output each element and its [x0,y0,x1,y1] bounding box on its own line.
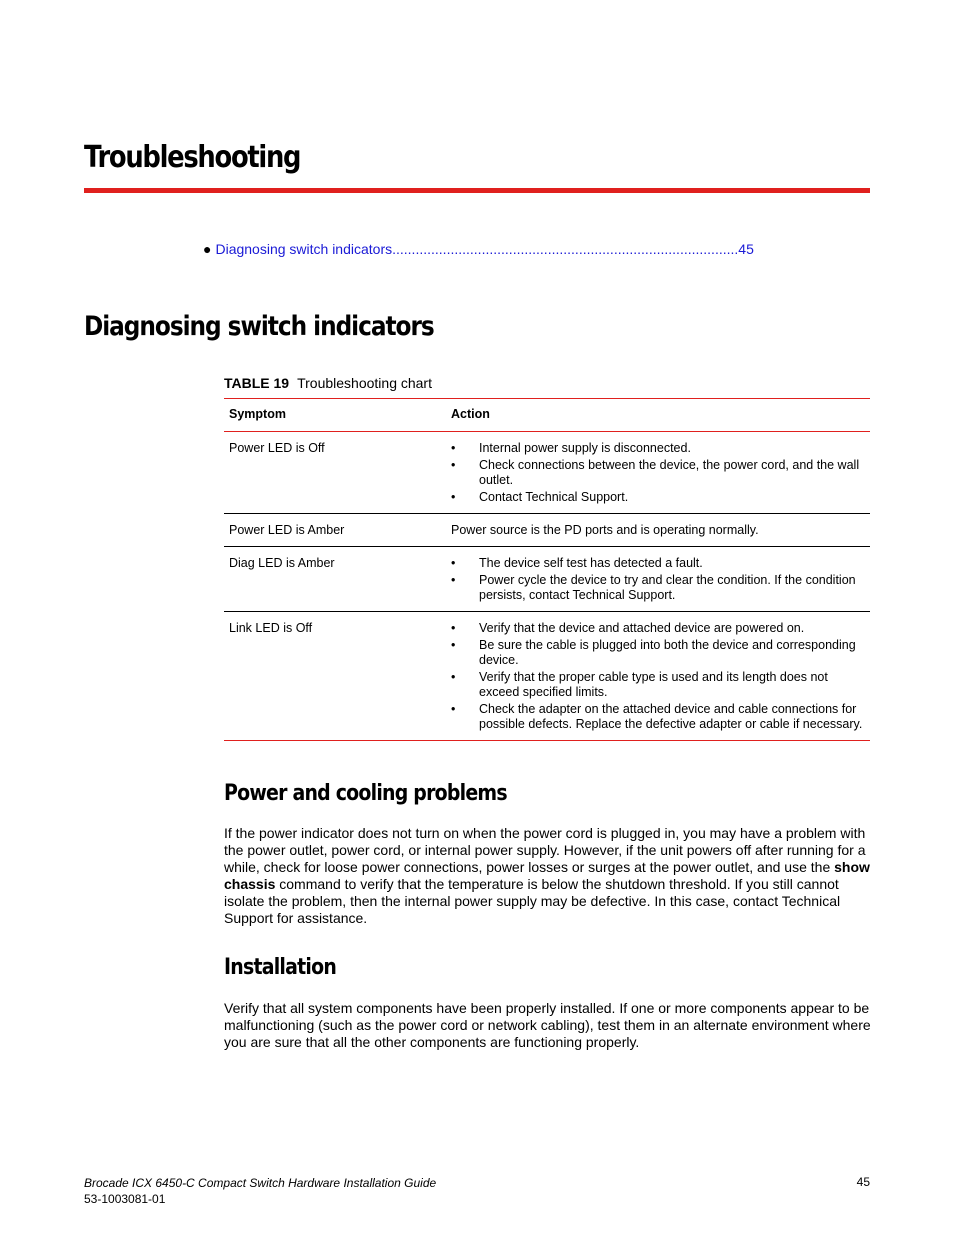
power-cooling-paragraph [224,825,872,927]
footer-doc-title: Brocade ICX 6450-C Compact Switch Hardware Installation Guide [84,1176,437,1190]
toc-page-number[interactable]: 45 [738,241,754,257]
action-item [451,441,865,456]
bullet: • [451,573,456,587]
action-text: Contact Technical Support. [479,490,629,504]
table-row [224,547,870,612]
command-name: show chassis [224,859,870,892]
toc-link[interactable]: Diagnosing switch indicators [215,241,393,257]
troubleshooting-table [224,398,870,741]
action-text: Internal power supply is disconnected. [479,441,691,455]
table-caption-label: TABLE 19 [224,375,290,391]
toc-bullet: ● [203,241,212,257]
action-item [451,621,865,636]
action-cell [446,547,870,612]
bullet: • [451,638,456,652]
footer-doc-number: 53-1003081-01 [84,1192,166,1206]
table-caption-text: Troubleshooting chart [297,375,432,391]
bullet: • [451,556,456,570]
action-list [451,441,865,505]
symptom-cell: Link LED is Off [224,612,446,741]
symptom-cell: Power LED is Off [224,432,446,514]
bullet: • [451,670,456,684]
action-list [451,556,865,603]
action-item [451,458,865,488]
action-text: Power cycle the device to try and clear the condition. If the condition persists, contact Technical Support. [479,573,856,602]
action-text: Check the adapter on the attached device and cable connections for possible defects. Replace the defective adapter or cable if necessary. [479,702,863,731]
footer-doc-info [84,1175,436,1207]
paragraph-text: command to verify that the temperature is below the shutdown threshold. If you still cannot isolate the problem, then the internal power supply may be defective. In this case, contact Technical Support for assistance. [224,876,841,926]
action-text: Verify that the device and attached device are powered on. [479,621,805,635]
action-cell: Power source is the PD ports and is operating normally. [446,514,870,547]
action-cell [446,612,870,741]
action-text: Be sure the cable is plugged into both the device and corresponding device. [479,638,856,667]
bullet: • [451,458,456,472]
action-text: Verify that the proper cable type is used and its length does not exceed specified limits. [479,670,828,699]
bullet: • [451,702,456,716]
action-item [451,490,865,505]
section-title: Diagnosing switch indicators [84,311,434,342]
table-row [224,432,870,514]
toc-leader-dots: ......................................................................................... [392,241,739,257]
table-row [224,612,870,741]
action-text: The device self test has detected a fault. [479,556,703,570]
chapter-title-rule [84,188,870,193]
footer-page-number: 45 [856,1175,870,1189]
column-header-symptom: Symptom [224,399,446,432]
action-item [451,556,865,571]
action-list [451,621,865,732]
table-caption [224,375,432,391]
action-item [451,670,865,700]
action-item [451,702,865,732]
action-item [451,638,865,668]
power-cooling-heading: Power and cooling problems [224,781,507,806]
action-text: Check connections between the device, the power cord, and the wall outlet. [479,458,860,487]
installation-heading: Installation [224,955,337,980]
symptom-cell: Diag LED is Amber [224,547,446,612]
table-row [224,514,870,547]
chapter-title: Troubleshooting [84,140,301,175]
bullet: • [451,621,456,635]
bullet: • [451,490,456,504]
paragraph-text: If the power indicator does not turn on when the power cord is plugged in, you may have a problem with the power outlet, power cord, or internal power supply. However, if the unit powers off after running for a while, check for loose power connections, power losses or surges at the power outlet, and use the [224,825,866,875]
bullet: • [451,441,456,455]
toc-entry[interactable] [203,241,783,257]
symptom-cell: Power LED is Amber [224,514,446,547]
action-cell [446,432,870,514]
column-header-action: Action [446,399,870,432]
installation-paragraph: Verify that all system components have been properly installed. If one or more components appear to be malfunctioning (such as the power cord or network cabling), test them in an alternate environment where you are sure that all the other components are functioning properly. [224,1000,871,1050]
action-item [451,573,865,603]
